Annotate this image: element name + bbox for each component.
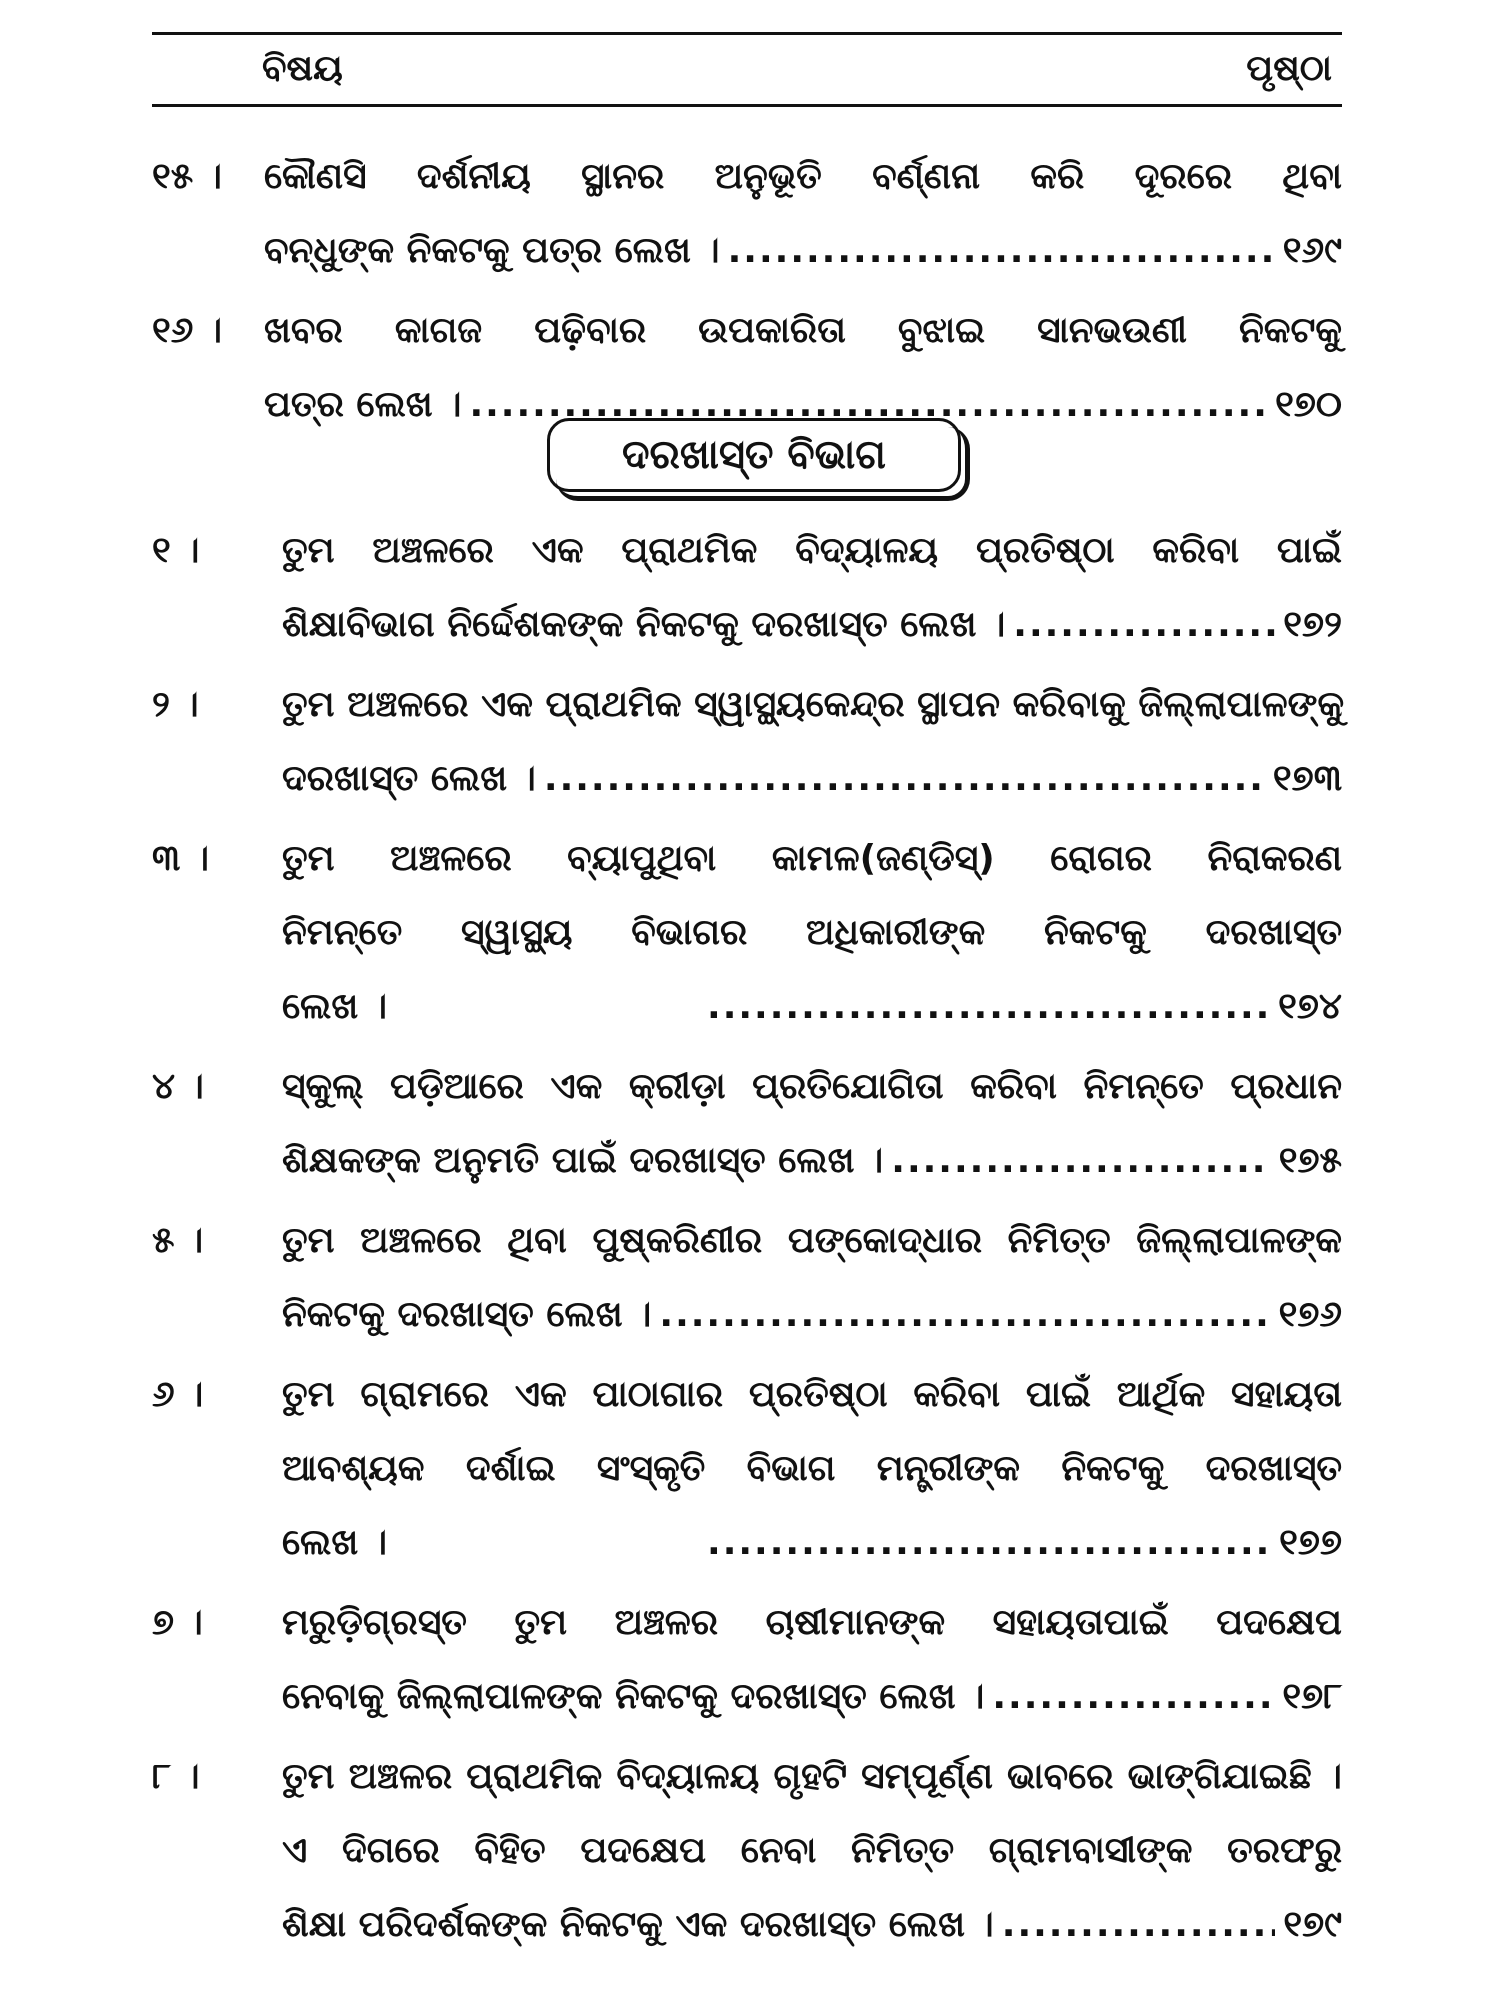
item-text-line: ନିକଟକୁ ଦରଖାସ୍ତ ଲେଖ । (282, 1294, 652, 1335)
list-item (152, 1358, 1342, 1580)
item-number: ୪ । (152, 1066, 204, 1107)
item-text-line: ତୁମ ଅଞ୍ଚଳରେ ଏକ ପ୍ରାଥମିକ ବିଦ୍ୟାଳୟ ପ୍ରତିଷ୍ଠା କରିବା ପାଇଁ (282, 530, 1342, 571)
page-column-header: ପୃଷ୍ଠା (1246, 48, 1332, 89)
item-number: ୧ । (152, 530, 200, 571)
page-number: ୧୭୦ (1275, 384, 1342, 425)
list-item (152, 822, 1342, 1044)
item-text-line: ଲେଖ । (282, 1522, 388, 1563)
top-rule (152, 32, 1342, 35)
list-item (152, 1740, 1342, 1962)
item-number: ୧୫ । (152, 156, 222, 197)
item-text-line: ତୁମ ଅଞ୍ଚଳରେ ବ୍ୟାପୁଥିବା କାମଳ(ଜଣ୍ଡିସ୍) ରୋଗର ନିରାକରଣ (282, 838, 1342, 879)
item-number: ୩ । (152, 838, 210, 879)
letters-list (152, 140, 1342, 448)
section-title: ଦରଖାସ୍ତ ବିଭାଗ (621, 432, 886, 478)
dot-leader (707, 970, 1270, 1044)
dot-leader (659, 1278, 1270, 1352)
list-item (152, 668, 1345, 816)
item-text-line: ମରୁଡ଼ିଗ୍ରସ୍ତ ତୁମ ଅଞ୍ଚଳର ଚାଷୀମାନଙ୍କ ସହାୟତାପାଇଁ ପଦକ୍ଷେପ (282, 1602, 1342, 1643)
item-text-line: ଦରଖାସ୍ତ ଲେଖ । (282, 758, 536, 799)
item-text-line: ଆବଶ୍ୟକ ଦର୍ଶାଇ ସଂସ୍କୃତି ବିଭାଗ ମନ୍ତ୍ରୀଙ୍କ ନିକଟକୁ ଦରଖାସ୍ତ (282, 1448, 1342, 1489)
item-text-line: ତୁମ ଅଞ୍ଚଳରେ ଥିବା ପୁଷ୍କରିଣୀର ପଙ୍କୋଦ୍ଧାର ନିମିତ୍ତ ଜିଲ୍ଲାପାଳଙ୍କ (282, 1220, 1342, 1261)
page-number: ୧୭୨ (1283, 604, 1342, 645)
item-number: ୨ । (152, 684, 199, 725)
item-text-line: ଶିକ୍ଷାବିଭାଗ ନିର୍ଦ୍ଦେଶକଙ୍କ ନିକଟକୁ ଦରଖାସ୍ତ ଲେଖ । (282, 604, 1006, 645)
dot-leader (544, 742, 1265, 816)
section-heading-box (547, 418, 961, 492)
item-text-line: ପତ୍ର ଲେଖ । (264, 384, 462, 425)
dot-leader (891, 1124, 1270, 1198)
page-number: ୧୭୭ (1279, 1522, 1342, 1563)
item-number: ୧୬ । (152, 310, 223, 351)
item-number: ୫ । (152, 1220, 204, 1261)
list-item (152, 1050, 1342, 1198)
item-text-line: ବନ୍ଧୁଙ୍କ ନିକଟକୁ ପତ୍ର ଲେଖ । (264, 230, 720, 271)
item-text-line: ଲେଖ । (282, 986, 388, 1027)
list-item (152, 140, 1342, 288)
page-number: ୧୭୫ (1278, 1140, 1342, 1181)
subject-column-header: ବିଷୟ (262, 48, 343, 89)
dot-leader (1013, 588, 1275, 662)
page-number: ୧୭୬ (1278, 1294, 1342, 1335)
applications-list (152, 514, 1345, 1968)
page-number: ୧୭୩ (1272, 758, 1342, 799)
item-text-line: ତୁମ ଅଞ୍ଚଳର ପ୍ରାଥମିକ ବିଦ୍ୟାଳୟ ଗୃହଟି ସମ୍ପୂର୍ଣ୍ଣ ଭାବରେ ଭାଙ୍ଗିଯାଇଛି । (282, 1756, 1342, 1797)
list-item (152, 1204, 1342, 1352)
item-text-line: ନିମନ୍ତେ ସ୍ୱାସ୍ଥ୍ୟ ବିଭାଗର ଅଧିକାରୀଙ୍କ ନିକଟକୁ ଦରଖାସ୍ତ (282, 912, 1342, 953)
dot-leader (1002, 1888, 1276, 1962)
header-rule (152, 104, 1342, 107)
page-number: ୧୬୯ (1282, 230, 1342, 271)
item-text-line: ଶିକ୍ଷକଙ୍କ ଅନୁମତି ପାଇଁ ଦରଖାସ୍ତ ଲେଖ । (282, 1140, 884, 1181)
item-number: ୮ । (152, 1756, 200, 1797)
item-text-line: କୌଣସି ଦର୍ଶନୀୟ ସ୍ଥାନର ଅନୁଭୂତି ବର୍ଣ୍ଣନା କରି ଦୂରରେ ଥିବା (264, 156, 1342, 197)
page-number: ୧୭୯ (1283, 1904, 1342, 1945)
item-text-line: ତୁମ ଅଞ୍ଚଳରେ ଏକ ପ୍ରାଥମିକ ସ୍ୱାସ୍ଥ୍ୟକେନ୍ଦ୍ର ସ୍ଥାପନ କରିବାକୁ ଜିଲ୍ଲାପାଳଙ୍କୁ (282, 684, 1345, 725)
list-item (152, 514, 1342, 662)
item-text-line: ଏ ଦିଗରେ ବିହିତ ପଦକ୍ଷେପ ନେବା ନିମିତ୍ତ ଗ୍ରାମବାସୀଙ୍କ ତରଫରୁ (282, 1830, 1342, 1871)
item-number: ୭ । (152, 1602, 203, 1643)
item-number: ୬ । (152, 1374, 204, 1415)
dot-leader (707, 1506, 1271, 1580)
page-number: ୧୭୪ (1278, 986, 1342, 1027)
item-text-line: ଖବର କାଗଜ ପଢ଼ିବାର ଉପକାରିତା ବୁଝାଇ ସାନଭଉଣୀ ନିକଟକୁ (264, 310, 1342, 351)
item-text-line: ଶିକ୍ଷା ପରିଦର୍ଶକଙ୍କ ନିକଟକୁ ଏକ ଦରଖାସ୍ତ ଲେଖ । (282, 1904, 994, 1945)
list-item (152, 1586, 1342, 1734)
item-text-line: ତୁମ ଗ୍ରାମରେ ଏକ ପାଠାଗାର ପ୍ରତିଷ୍ଠା କରିବା ପାଇଁ ଆର୍ଥିକ ସହାୟତା (282, 1374, 1342, 1415)
dot-leader (992, 1660, 1274, 1734)
dot-leader (728, 214, 1275, 288)
page-number: ୧୭୮ (1282, 1676, 1342, 1717)
item-text-line: ନେବାକୁ ଜିଲ୍ଲାପାଳଙ୍କ ନିକଟକୁ ଦରଖାସ୍ତ ଲେଖ । (282, 1676, 985, 1717)
item-text-line: ସ୍କୁଲ୍ ପଡ଼ିଆରେ ଏକ କ୍ରୀଡ଼ା ପ୍ରତିଯୋଗିତା କରିବା ନିମନ୍ତେ ପ୍ରଧାନ (282, 1066, 1342, 1107)
